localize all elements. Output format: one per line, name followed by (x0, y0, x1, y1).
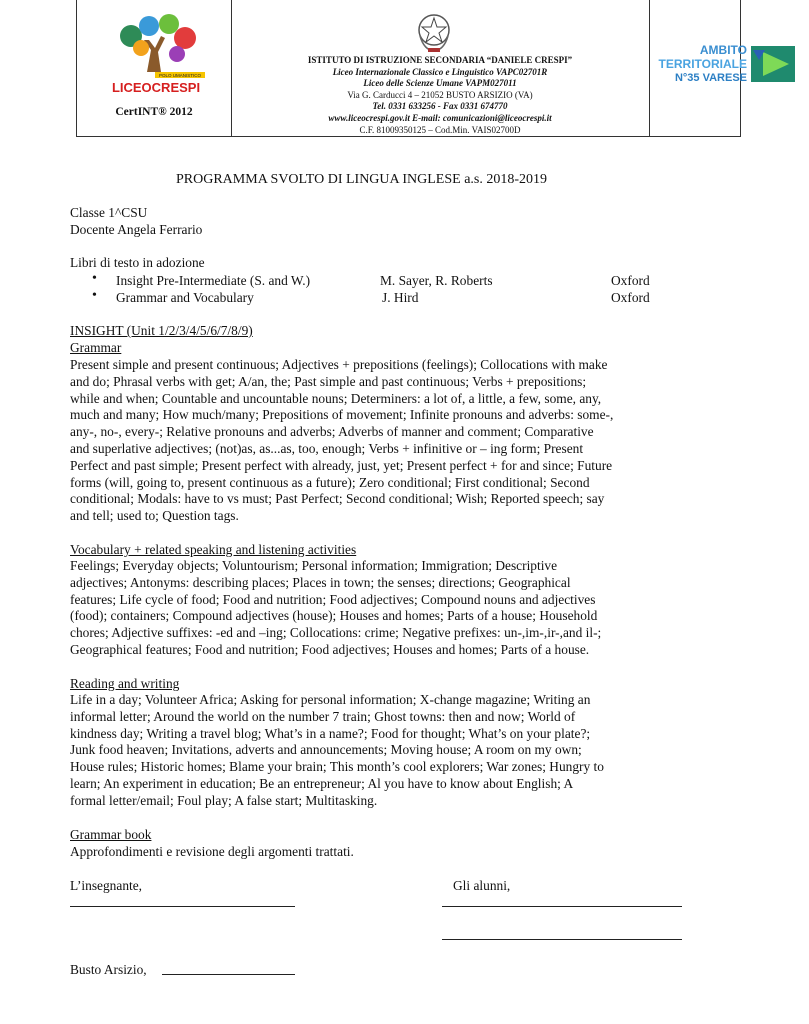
institute-phone: Tel. 0331 633256 - Fax 0331 674770 (372, 101, 508, 112)
grammar-line: conditional; Modals: have to vs must; Past Perfect; Second conditional; Wish; Reported speech; say (70, 491, 605, 507)
letterhead-right-cell (649, 0, 747, 136)
letterhead (76, 0, 747, 137)
institute-scienze-line: Liceo delle Scienze Umane VAPM027011 (363, 78, 517, 89)
institute-info (231, 55, 649, 136)
vocabulary-line: features; Life cycle of food; Food and nutrition; Food adjectives; Compound nouns and adjectives (70, 591, 596, 607)
books-heading: Libri di testo in adozione (70, 255, 205, 270)
institute-codes: C.F. 81009350125 – Cod.Min. VAIS02700D (359, 124, 521, 135)
grammar-line: and superlative adjectives; (not)as, as...as, too, enough; Verbs + infinitive or – ing form; Present (70, 440, 584, 456)
logo-small-text: POLO UMANISTICO (158, 73, 202, 78)
grammar-paragraph (70, 357, 698, 525)
logo-text: LICEOCRESPI (111, 80, 201, 95)
reading-line: kindness day; Writing a travel blog; What’s in a name?; Food for thought; What’s on your plate?; (70, 725, 591, 741)
reading-line: House rules; Historic homes; Blame your brain; This month’s cool explorers; War zones; Hungry to (70, 759, 604, 775)
vocabulary-line: Feelings; Everyday objects; Voluntourism; Personal information; Immigration; Descriptive (70, 558, 558, 573)
institute-address: Via G. Carducci 4 – 21052 BUSTO ARSIZIO (VA) (347, 89, 533, 100)
book-title: Grammar and Vocabulary (116, 290, 254, 305)
grammar-book-text: Approfondimenti e revisione degli argomenti trattati. (70, 844, 354, 859)
certint-label: CertINT® 2012 (115, 106, 193, 118)
vocabulary-heading: Vocabulary + related speaking and listening activities (70, 542, 357, 557)
grammar-line: and do; Phrasal verbs with get; A/an, the; Past simple and past continuous; Verbs + prepositions; (70, 373, 587, 389)
institute-web-email: www.liceocrespi.gov.it E-mail: comunicazioni@liceocrespi.it (328, 112, 552, 123)
reading-line: formal letter/email; Foul play; A false start; Multitasking. (70, 792, 378, 808)
ambito-line-3: N°35 VARESE (674, 72, 747, 84)
insight-heading: INSIGHT (Unit 1/2/3/4/5/6/7/8/9) (70, 323, 253, 338)
book-publisher: Oxford (611, 273, 650, 288)
reading-line: Junk food heaven; Invitations, adverts and announcements; Moving house; A room on my own; (70, 742, 582, 758)
teacher-signature-line (70, 906, 295, 907)
letterhead-center-cell (231, 0, 650, 136)
grammar-line: much and many; How much/many; Prepositions of movement; Infinite pronouns and adverbs: some-, (70, 407, 614, 423)
ambito-line-1: AMBITO (699, 43, 747, 57)
teacher-line: Docente Angela Ferrario (70, 222, 203, 237)
place-label: Busto Arsizio, (70, 962, 147, 977)
institute-name: ISTITUTO DI ISTRUZIONE SECONDARIA “DANIELE CRESPI” (307, 55, 573, 65)
reading-line: learn; An experiment in education; Be an entrepreneur; Al you have to know about English; A (70, 775, 574, 791)
grammar-line: while and when; Countable and uncountable nouns; Determiners: a lot of, a little, a few, some, any, (70, 390, 602, 406)
book-authors: M. Sayer, R. Roberts (380, 273, 493, 288)
grammar-line: Present simple and present continuous; Adjectives + prepositions (feelings); Collocations with make (70, 357, 608, 372)
book-authors: J. Hird (382, 290, 419, 305)
book-title: Insight Pre-Intermediate (S. and W.) (116, 273, 311, 288)
vocabulary-line: (food); containers; Compound adjectives (house); Houses and homes; Parts of a house; Household (70, 608, 598, 624)
institute-classico-line: Liceo Internazionale Classico e Linguistico VAPC02701R (332, 66, 548, 77)
grammar-heading: Grammar (70, 340, 122, 355)
grammar-book-heading: Grammar book (70, 827, 152, 842)
students-signature-label: Gli alunni, (453, 878, 511, 893)
ambito-line-2: TERRITORIALE (658, 57, 747, 71)
letterhead-left-cell (77, 0, 232, 136)
reading-paragraph (70, 692, 698, 810)
liceo-crespi-logo (97, 10, 215, 96)
student-signature-line (442, 906, 682, 907)
bullet-icon: • (92, 271, 97, 286)
grammar-line: forms (will, going to, present continuous as a future); Zero conditional; First conditional; Second (70, 474, 590, 490)
vocabulary-line: adjectives; Antonyms: describing places; Places in town; the senses; directions; Geographical (70, 574, 571, 590)
ambito-territoriale-logo (658, 40, 809, 90)
vocabulary-line: chores; Adjective suffixes: -ed and –ing; Collocations: crime; Negative prefixes: un-,im-,ir-,and il-; (70, 625, 602, 641)
reading-line: Life in a day; Volunteer Africa; Asking for personal information; X-change magazine; Writing an (70, 692, 591, 707)
grammar-line: Perfect and past simple; Present perfect with already, just, yet; Present perfect + for and since; Future (70, 457, 613, 473)
grammar-line: any-, no-, every-; Relative pronouns and adverbs; Adverbs of manner and comment; Comparative (70, 424, 594, 440)
student-signature-line (442, 939, 682, 940)
date-line (162, 974, 295, 975)
book-publisher: Oxford (611, 290, 650, 305)
vocabulary-line: Geographical features; Food and nutrition; Food adjectives; Houses and homes; Parts of a house. (70, 641, 590, 657)
class-line: Classe 1^CSU (70, 205, 148, 220)
italian-republic-emblem (414, 10, 454, 54)
bullet-icon: • (92, 288, 97, 303)
reading-heading: Reading and writing (70, 676, 180, 691)
document-title: PROGRAMMA SVOLTO DI LINGUA INGLESE a.s. 2018-2019 (176, 172, 548, 187)
vocabulary-paragraph (70, 558, 698, 659)
grammar-line: and tell; used to; Question tags. (70, 508, 239, 524)
reading-line: informal letter; Around the world on the number 7 train; Ghost towns: then and now; World of (70, 708, 576, 724)
teacher-signature-label: L’insegnante, (70, 878, 143, 893)
